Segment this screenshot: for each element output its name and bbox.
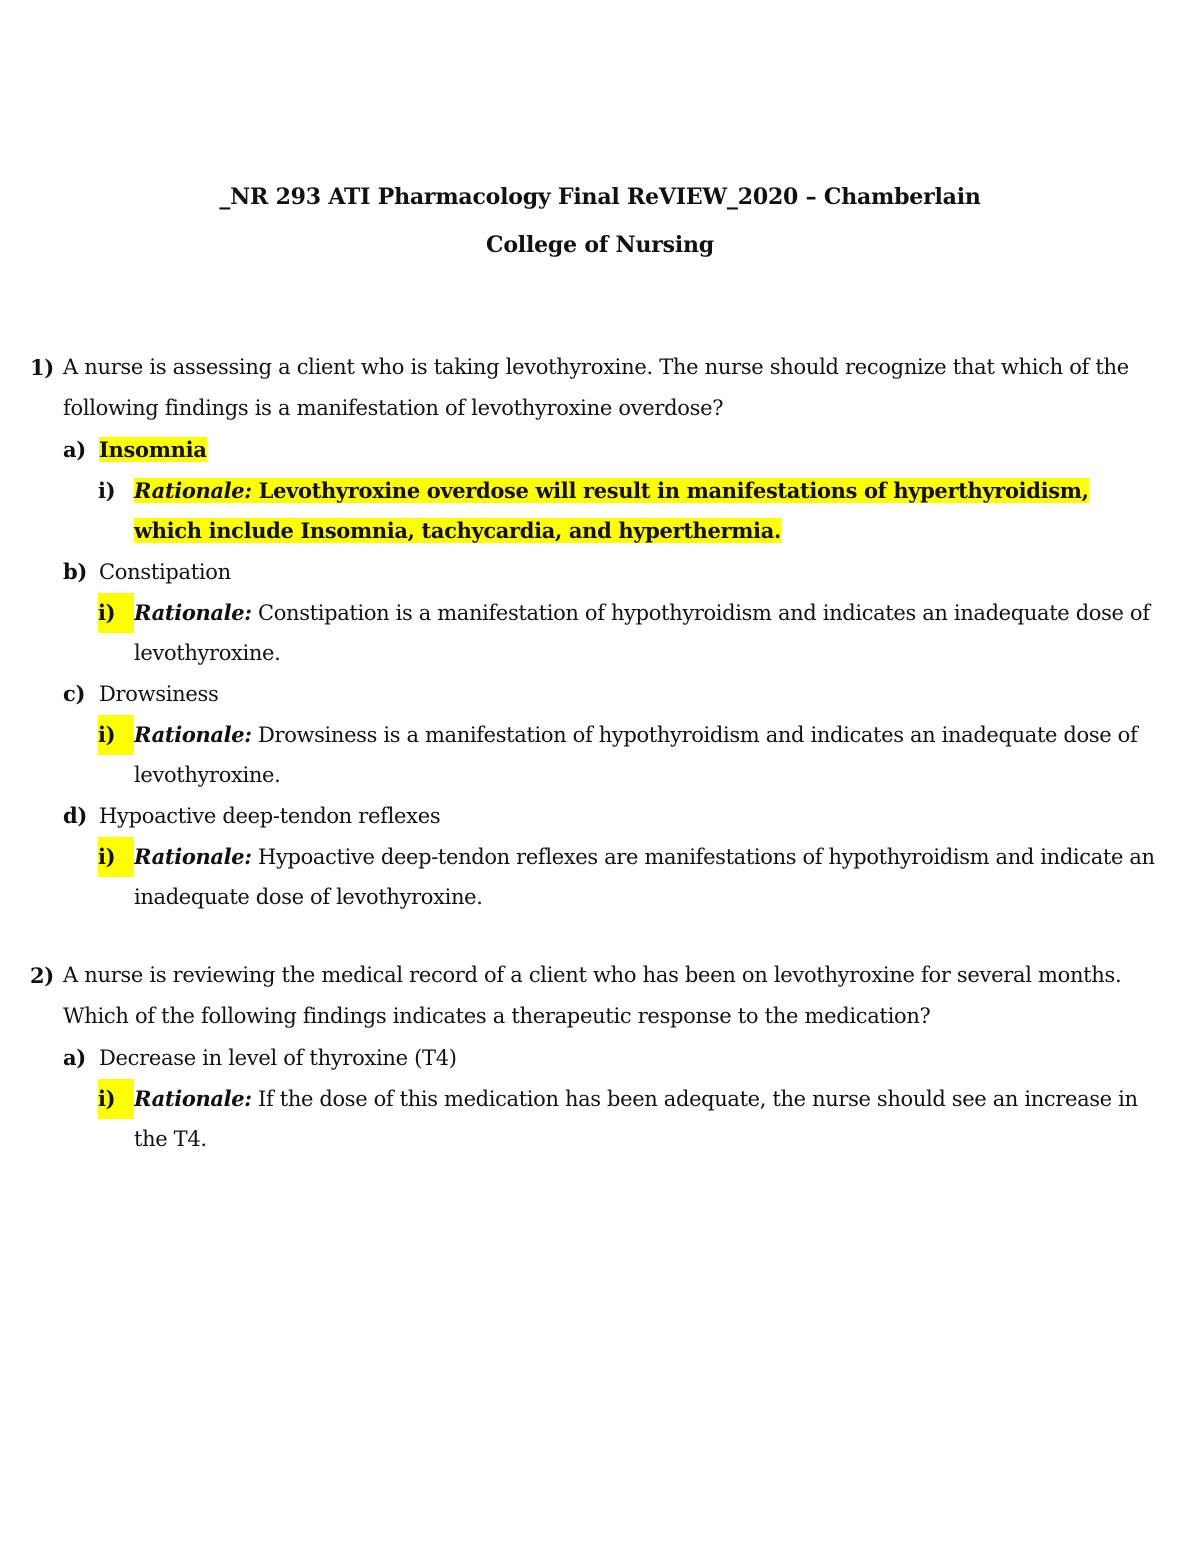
option-letter: b) (63, 559, 88, 584)
rationale-label: Rationale: (134, 722, 252, 747)
rationale-label: Rationale: (134, 844, 252, 869)
rationale-c (98, 715, 1158, 795)
rationale-number: i) (98, 1079, 134, 1119)
rationale-label: Rationale: (134, 478, 252, 503)
option-c (63, 673, 1200, 715)
question-stem (0, 955, 1200, 1037)
question-2 (0, 955, 1200, 1159)
rationale-number: i) (98, 715, 134, 755)
option-letter: c) (63, 681, 86, 706)
option-a (63, 429, 1200, 471)
question-number: 1) (30, 355, 54, 380)
rationale-text: Levothyroxine overdose will result in manifestations of hyperthyroidism, which include Insomnia, tachycardia, and hyperthermia. (134, 478, 1089, 543)
question-text: A nurse is reviewing the medical record of a client who has been on levothyroxine for several months. Which of the following findings indicates a therapeutic response to the medication? (63, 963, 1122, 1028)
option-text: Hypoactive deep-tendon reflexes (99, 804, 441, 828)
option-letter: d) (63, 803, 88, 828)
rationale-label: Rationale: (134, 600, 252, 625)
document-title-line-2: College of Nursing (486, 232, 714, 258)
option-letter: a) (63, 1045, 86, 1070)
question-stem (0, 347, 1200, 429)
rationale-label: Rationale: (134, 1086, 252, 1111)
question-number: 2) (30, 963, 54, 988)
rationale-text: Drowsiness is a manifestation of hypothyroidism and indicates an inadequate dose of levothyroxine. (134, 723, 1138, 787)
rationale-text: If the dose of this medication has been adequate, the nurse should see an increase in the T4. (134, 1087, 1138, 1151)
rationale-number: i) (98, 478, 116, 503)
option-b (63, 551, 1200, 593)
question-1 (0, 347, 1200, 917)
rationale-number: i) (98, 593, 134, 633)
option-d (63, 795, 1200, 837)
rationale-a (98, 1079, 1158, 1159)
rationale-d (98, 837, 1158, 917)
option-text: Constipation (99, 560, 231, 584)
document-title-line-1: _NR 293 ATI Pharmacology Final ReVIEW_2020 – Chamberlain (219, 184, 981, 210)
rationale-text: Hypoactive deep-tendon reflexes are manifestations of hypothyroidism and indicate an inadequate dose of levothyroxine. (134, 845, 1155, 909)
option-text-correct: Insomnia (99, 437, 207, 462)
rationale-text: Constipation is a manifestation of hypothyroidism and indicates an inadequate dose of levothyroxine. (134, 601, 1150, 665)
option-letter: a) (63, 437, 86, 462)
question-text: A nurse is assessing a client who is taking levothyroxine. The nurse should recognize that which of the following findings is a manifestation of levothyroxine overdose? (63, 355, 1129, 420)
option-text: Decrease in level of thyroxine (T4) (99, 1046, 457, 1070)
rationale-number: i) (98, 837, 134, 877)
option-text: Drowsiness (99, 682, 219, 706)
rationale-b (98, 593, 1158, 673)
option-a (63, 1037, 1200, 1079)
rationale-a (98, 471, 1158, 551)
